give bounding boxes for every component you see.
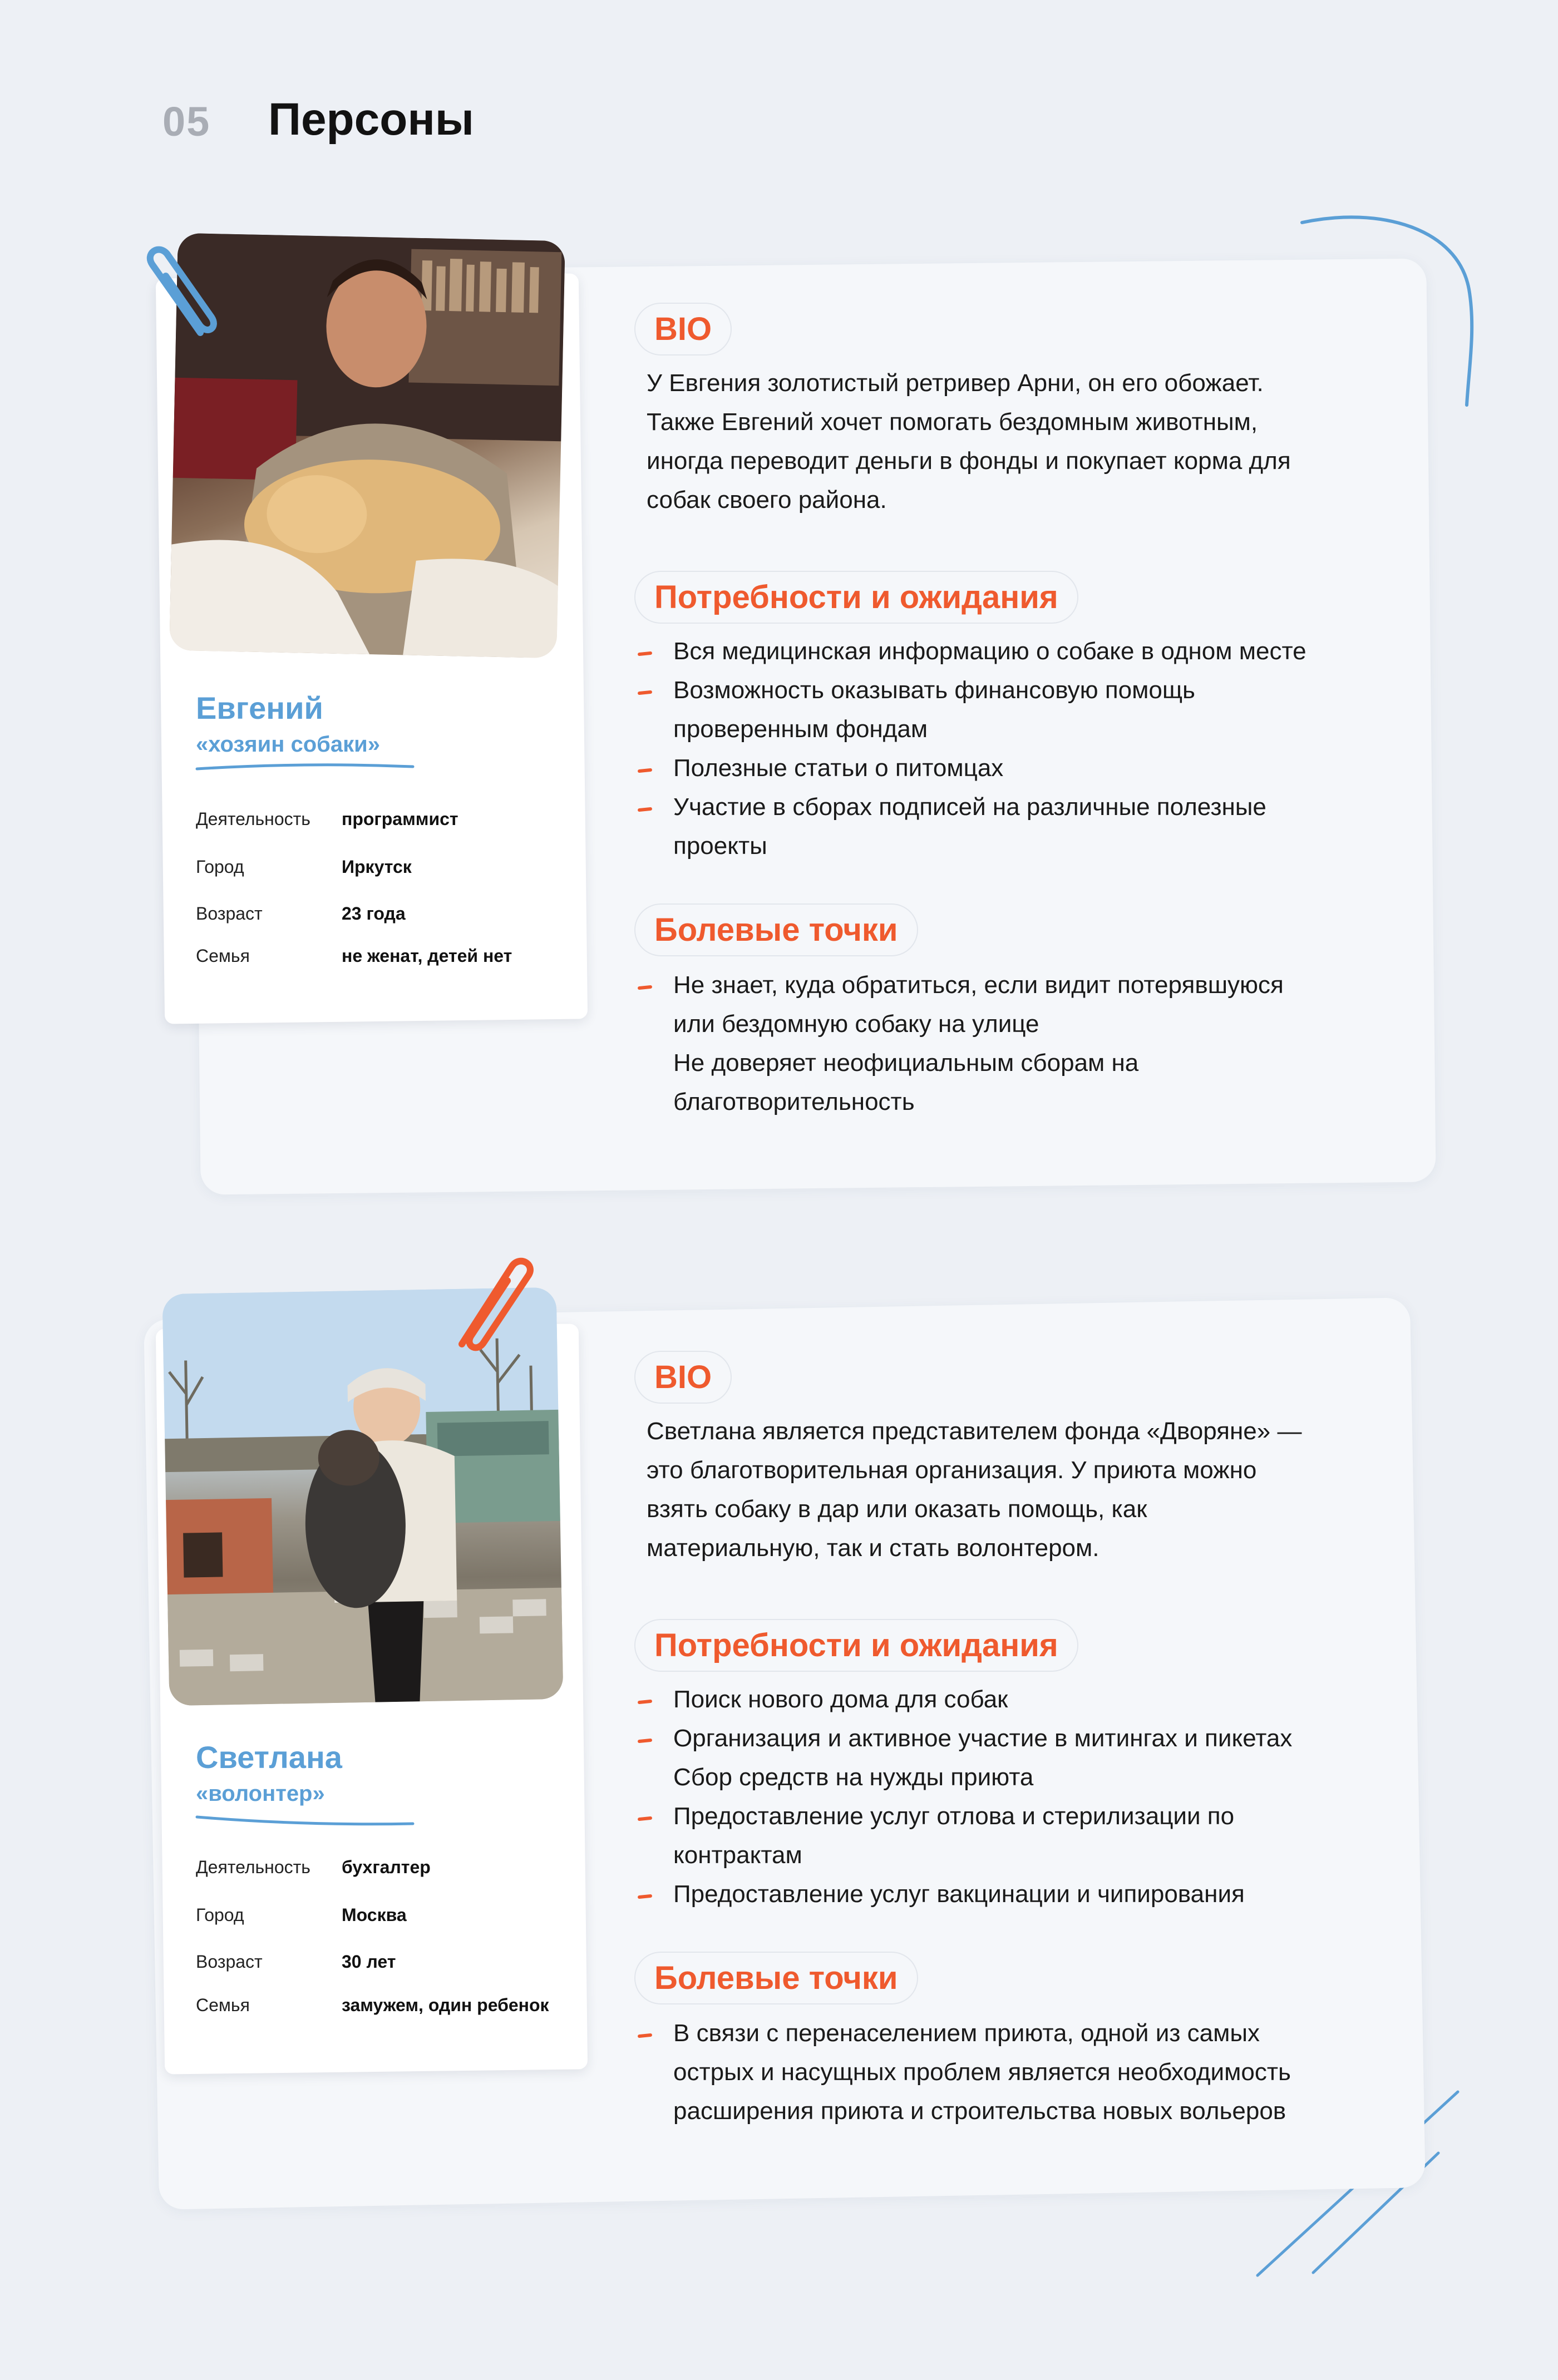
paperclip-orange-icon [445, 1244, 540, 1361]
field-value: 23 года [342, 903, 406, 924]
pains-heading: Болевые точки [634, 903, 918, 956]
list-item: Поиск нового дома для собак [673, 1680, 1397, 1719]
list-item-continued: острых и насущных проблем является необходимость [673, 2058, 1291, 2086]
field-value: 30 лет [342, 1952, 396, 1972]
role-underline [195, 759, 417, 776]
list-item-continued: благотворительность [673, 1088, 915, 1115]
field-label: Семья [196, 946, 250, 966]
field-label: Возраст [196, 903, 263, 924]
needs-list [673, 1680, 1397, 1914]
field-value: не женат, детей нет [342, 946, 512, 966]
field-value: замужем, один ребенок [342, 1995, 549, 2015]
bio-line: материальную, так и стать волонтером. [647, 1534, 1100, 1562]
bio-line: Также Евгений хочет помогать бездомным животным, [647, 408, 1258, 436]
field-label: Город [196, 857, 244, 877]
list-item: Участие в сборах подписей на различные полезные [673, 788, 1397, 827]
list-item: Не знает, куда обратиться, если видит потерявшуюся [673, 966, 1397, 1005]
list-item: Полезные статьи о питомцах [673, 749, 1397, 788]
needs-list [673, 632, 1397, 866]
field-label: Возраст [196, 1952, 263, 1972]
list-item-continued: Сбор средств на нужды приюта [673, 1764, 1034, 1791]
field-label: Деятельность [196, 809, 310, 829]
list-item-continued: проверенным фондам [673, 715, 928, 743]
bio-line: Светлана является представителем фонда «Дворяне» — [647, 1418, 1302, 1445]
list-item: Предоставление услуг вакцинации и чипирования [673, 1875, 1397, 1914]
bio-heading: BIO [634, 303, 732, 355]
pains-list [673, 966, 1397, 1122]
field-value: Иркутск [342, 857, 412, 877]
list-item: Вся медицинская информацию о собаке в одном месте [673, 632, 1397, 671]
field-value: Москва [342, 1905, 407, 1925]
bio-heading: BIO [634, 1351, 732, 1404]
bio-line: взять собаку в дар или оказать помощь, как [647, 1495, 1147, 1523]
list-item-continued: Не доверяет неофициальным сборам на [673, 1049, 1139, 1077]
role-underline [195, 1813, 417, 1829]
list-item-continued: проекты [673, 832, 767, 860]
field-label: Семья [196, 1995, 250, 2015]
persona-role: «хозяин собаки» [196, 732, 380, 757]
field-label: Город [196, 1905, 244, 1925]
persona-name: Евгений [196, 690, 323, 725]
list-item: Организация и активное участие в митингах и пикетах [673, 1719, 1397, 1758]
needs-heading: Потребности и ожидания [634, 571, 1078, 624]
bio-line: собак своего района. [647, 486, 887, 513]
list-item-continued: расширения приюта и строительства новых вольеров [673, 2097, 1286, 2125]
bio-line: это благотворительная организация. У приюта можно [647, 1456, 1257, 1484]
bio-text [647, 364, 1291, 520]
persona-photo [169, 233, 565, 658]
paperclip-blue-icon [134, 239, 223, 345]
persona-name: Светлана [196, 1740, 342, 1775]
field-value: программист [342, 809, 458, 829]
list-item-continued: контрактам [673, 1841, 802, 1869]
list-item-continued: или бездомную собаку на улице [673, 1010, 1039, 1038]
list-item: Возможность оказывать финансовую помощь [673, 671, 1397, 710]
list-item: В связи с перенаселением приюта, одной из самых [673, 2014, 1397, 2053]
section-number: 05 [162, 98, 211, 145]
persona-role: «волонтер» [196, 1781, 325, 1806]
bio-line: иногда переводит деньги в фонды и покупает корма для [647, 447, 1291, 475]
field-label: Деятельность [196, 1857, 310, 1877]
bio-text [647, 1412, 1301, 1568]
field-value: бухгалтер [342, 1857, 431, 1877]
bio-line: У Евгения золотистый ретривер Арни, он его обожает. [647, 369, 1264, 397]
needs-heading: Потребности и ожидания [634, 1619, 1078, 1672]
list-item: Предоставление услуг отлова и стерилизации по [673, 1797, 1397, 1836]
pains-list [673, 2014, 1397, 2131]
pains-heading: Болевые точки [634, 1952, 918, 2004]
page-title: Персоны [268, 94, 474, 145]
